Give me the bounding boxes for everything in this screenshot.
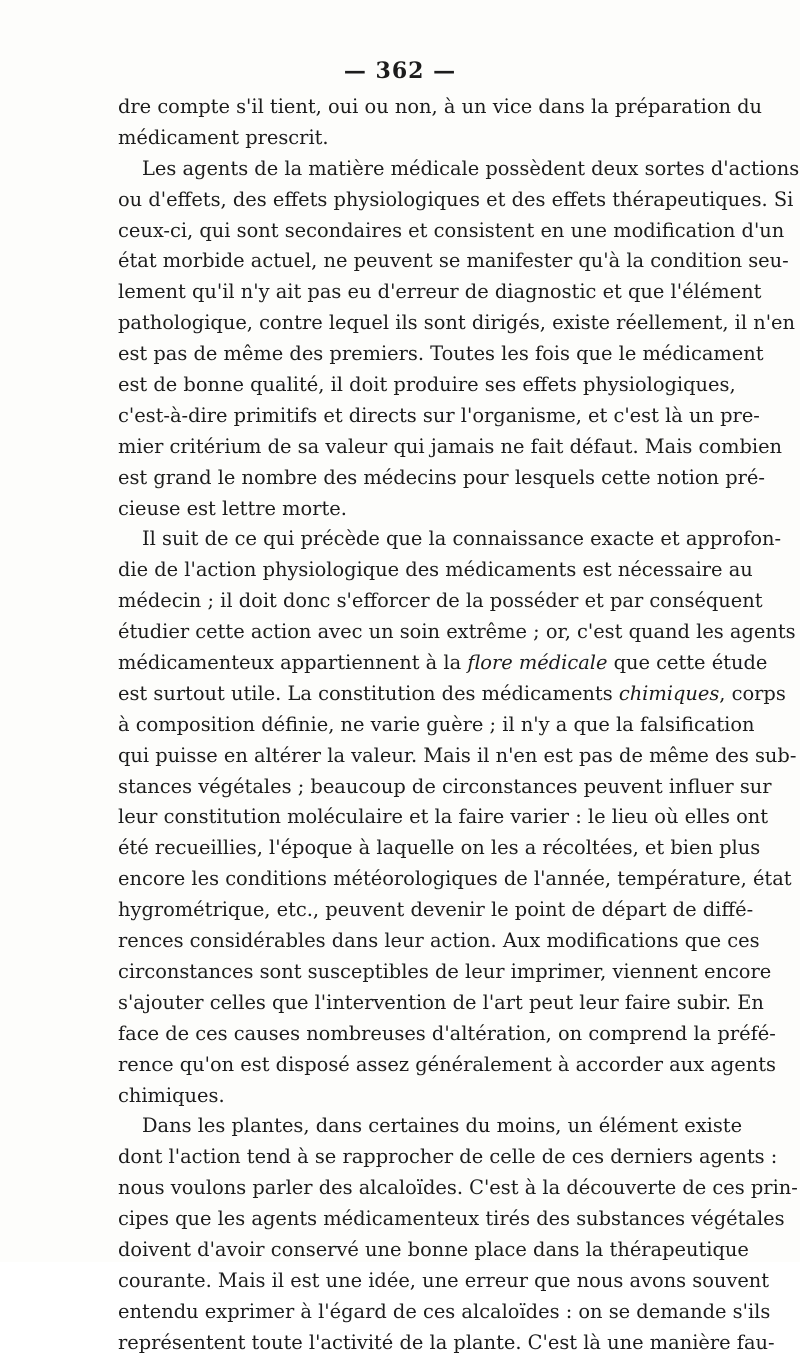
text-line: face de ces causes nombreuses d'altération, on comprend la préfé- — [118, 1021, 776, 1045]
text-line: qui puisse en altérer la valeur. Mais il n'en est pas de même des sub- — [118, 743, 797, 767]
text-line: médicament prescrit. — [118, 125, 329, 149]
text-line: est grand le nombre des médecins pour lesquels cette notion pré- — [118, 465, 765, 489]
italic-term: flore médicale — [467, 651, 608, 675]
text-line: étudier cette action avec un soin extrême ; or, c'est quand les agents — [118, 620, 796, 644]
text-line: die de l'action physiologique des médicaments est nécessaire au — [118, 558, 753, 582]
italic-term: chimiques — [618, 681, 720, 705]
text-line: état morbide actuel, ne peuvent se manifester qu'à la condition seu- — [118, 249, 789, 273]
text-line: mier critérium de sa valeur qui jamais ne fait défaut. Mais combien — [118, 434, 783, 458]
text-line: entendu exprimer à l'égard de ces alcaloïdes : on se demande s'ils — [118, 1299, 771, 1323]
text-line: dont l'action tend à se rapprocher de celle de ces derniers agents : — [118, 1145, 778, 1169]
text-line: est pas de même des premiers. Toutes les fois que le médicament — [118, 342, 764, 366]
text-line: doivent d'avoir conservé une bonne place dans la thérapeutique — [118, 1237, 749, 1261]
text-line: dre compte s'il tient, oui ou non, à un vice dans la préparation du — [118, 95, 763, 118]
text-line: c'est-à-dire primitifs et directs sur l'organisme, et c'est là un pre- — [118, 403, 760, 427]
text-line: encore les conditions météorologiques de l'année, température, état — [118, 867, 792, 891]
text-line: ceux-ci, qui sont secondaires et consistent en une modification d'un — [118, 218, 785, 242]
text-line: Les agents de la matière médicale possèdent deux sortes d'actions — [142, 156, 800, 180]
text-line: été recueillies, l'époque à laquelle on les a récoltées, et bien plus — [118, 836, 761, 860]
text-line: Dans les plantes, dans certaines du moins, un élément existe — [142, 1114, 743, 1138]
text-line: est surtout utile. La constitution des médicaments chimiques, corps — [118, 681, 786, 705]
text-line: médecin ; il doit donc s'efforcer de la posséder et par conséquent — [118, 589, 763, 613]
text-line: médicamenteux appartiennent à la flore médicale que cette étude — [118, 651, 768, 675]
text-line: représentent toute l'activité de la plante. C'est là une manière fau- — [118, 1330, 775, 1354]
text-line: cipes que les agents médicamenteux tirés des substances végétales — [118, 1207, 785, 1231]
text-line: pathologique, contre lequel ils sont dirigés, existe réellement, il n'en — [118, 311, 796, 335]
text-line: Il suit de ce qui précède que la connaissance exacte et approfon- — [142, 527, 782, 551]
text-line: est de bonne qualité, il doit produire ses effets physiologiques, — [118, 373, 736, 397]
text-line: stances végétales ; beaucoup de circonstances peuvent influer sur — [118, 774, 772, 798]
text-line: leur constitution moléculaire et la faire varier : le lieu où elles ont — [118, 805, 769, 829]
text-line: rence qu'on est disposé assez généralement à accorder aux agents — [118, 1052, 776, 1076]
text-line: cieuse est lettre morte. — [118, 496, 347, 520]
text-line: circonstances sont susceptibles de leur imprimer, viennent encore — [118, 959, 772, 983]
text-line: rences considérables dans leur action. Aux modifications que ces — [118, 929, 760, 953]
text-line: s'ajouter celles que l'intervention de l'art peut leur faire subir. En — [118, 990, 764, 1014]
body-text — [118, 92, 800, 1359]
text-line: courante. Mais il est une idée, une erreur que nous avons souvent — [118, 1268, 770, 1292]
text-line: lement qu'il n'y ait pas eu d'erreur de diagnostic et que l'élément — [118, 280, 762, 304]
text-line: chimiques. — [118, 1083, 225, 1107]
page-number: — 362 — — [343, 58, 457, 84]
text-line: nous voulons parler des alcaloïdes. C'est à la découverte de ces prin- — [118, 1176, 798, 1200]
text-line: hygrométrique, etc., peuvent devenir le point de départ de diffé- — [118, 898, 754, 922]
text-line: ou d'effets, des effets physiologiques et des effets thérapeutiques. Si — [118, 187, 794, 211]
text-line: à composition définie, ne varie guère ; il n'y a que la falsification — [118, 712, 755, 736]
